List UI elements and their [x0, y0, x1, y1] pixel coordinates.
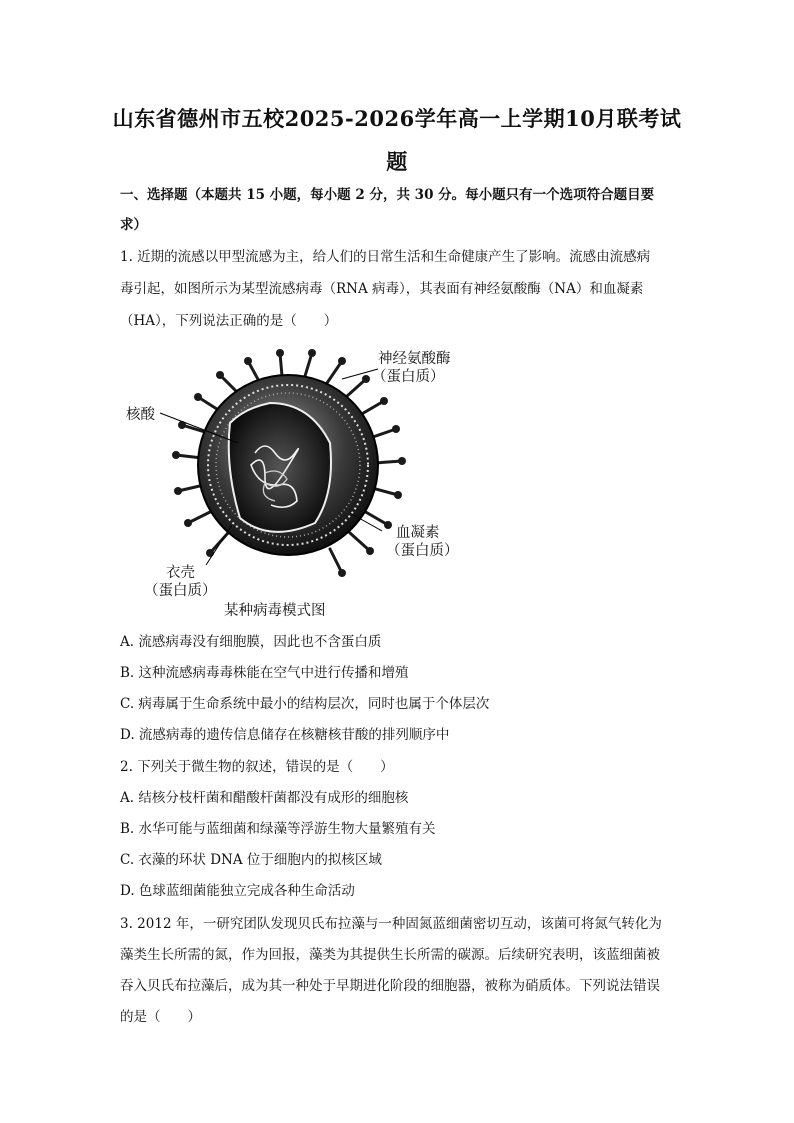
exam-title-line-1: 山东省德州市五校2025-2026学年高一上学期10月联考试	[112, 106, 682, 131]
q1-stem-line-1: 1. 近期的流感以甲型流感为主，给人们的日常生活和生命健康产生了影响。流感由流感病	[120, 249, 651, 265]
q2-option-c: C. 衣藻的环状 DNA 位于细胞内的拟核区域	[120, 852, 382, 868]
label-neuraminidase: 神经氨酸酶	[378, 351, 451, 367]
q1-stem-line-2: 毒引起，如图所示为某型流感病毒（RNA 病毒），其表面有神经氨酸酶（NA）和血凝素	[120, 281, 644, 297]
q2-option-a: A. 结核分枝杆菌和醋酸杆菌都没有成形的细胞核	[120, 790, 409, 806]
figure-caption: 某种病毒模式图	[224, 603, 326, 619]
section-heading-line-1: 一、选择题（本题共 15 小题，每小题 2 分，共 30 分。每小题只有一个选项符合题目要	[120, 187, 655, 203]
q2-stem: 2. 下列关于微生物的叙述，错误的是（ ）	[120, 759, 394, 775]
q2-option-b: B. 水华可能与蓝细菌和绿藻等浮游生物大量繁殖有关	[120, 821, 436, 837]
virus-model-figure	[120, 343, 480, 623]
label-capsid-protein: （蛋白质）	[144, 583, 217, 599]
q1-option-c: C. 病毒属于生命系统中最小的结构层次，同时也属于个体层次	[120, 696, 490, 712]
label-nucleic-acid: 核酸	[126, 407, 155, 423]
q3-stem-line-4: 的是（ ）	[120, 1009, 201, 1025]
section-heading-line-2: 求）	[120, 217, 147, 233]
label-neuraminidase-protein: （蛋白质）	[372, 369, 445, 385]
virus-core-cutaway	[229, 403, 331, 532]
label-hemagglutinin-protein: （蛋白质）	[386, 543, 459, 559]
exam-title-line-2: 题	[386, 149, 408, 174]
q1-stem-line-3: （HA），下列说法正确的是（ ）	[120, 313, 338, 329]
q1-option-a: A. 流感病毒没有细胞膜，因此也不含蛋白质	[120, 634, 382, 650]
q1-option-b: B. 这种流感病毒毒株能在空气中进行传播和增殖	[120, 665, 409, 681]
q1-option-d: D. 流感病毒的遗传信息储存在核糖核苷酸的排列顺序中	[120, 727, 450, 743]
q3-stem-line-2: 藻类生长所需的氮，作为回报，藻类为其提供生长所需的碳源。后续研究表明，该蓝细菌被	[120, 947, 660, 963]
label-hemagglutinin: 血凝素	[396, 525, 440, 541]
q2-option-d: D. 色球蓝细菌能独立完成各种生命活动	[120, 883, 355, 899]
label-capsid: 衣壳	[166, 565, 195, 581]
q3-stem-line-3: 吞入贝氏布拉藻后，成为其一种处于早期进化阶段的细胞器，被称为硝质体。下列说法错误	[120, 978, 660, 994]
q3-stem-line-1: 3. 2012 年，一研究团队发现贝氏布拉藻与一种固氮蓝细菌密切互动，该菌可将氮气转化为	[120, 916, 662, 932]
